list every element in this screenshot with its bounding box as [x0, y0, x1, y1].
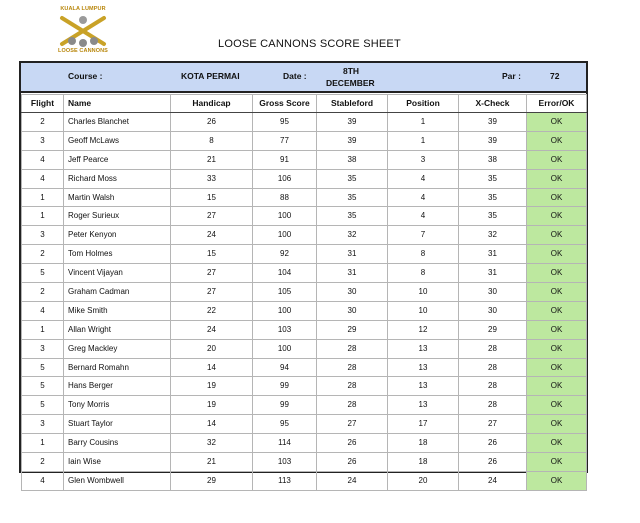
col-header-stableford: Stableford [317, 95, 388, 113]
flight-cell: 5 [22, 396, 64, 415]
course-label: Course : [68, 71, 103, 81]
x-check-cell: 26 [459, 453, 527, 472]
name-cell: Bernard Romahn [64, 358, 171, 377]
status-cell: OK [527, 434, 587, 453]
handicap-cell: 33 [171, 169, 253, 188]
gross-score-cell: 103 [253, 453, 317, 472]
flight-cell: 5 [22, 264, 64, 283]
position-cell: 1 [388, 113, 459, 132]
name-cell: Tony Morris [64, 396, 171, 415]
x-check-cell: 35 [459, 188, 527, 207]
table-row [22, 113, 587, 132]
score-sheet [19, 61, 588, 485]
handicap-cell: 27 [171, 207, 253, 226]
handicap-cell: 24 [171, 320, 253, 339]
status-cell: OK [527, 131, 587, 150]
gross-score-cell: 105 [253, 283, 317, 302]
stableford-cell: 28 [317, 396, 388, 415]
date-label: Date : [283, 71, 307, 81]
handicap-cell: 24 [171, 226, 253, 245]
stableford-cell: 28 [317, 339, 388, 358]
handicap-cell: 22 [171, 301, 253, 320]
x-check-cell: 28 [459, 396, 527, 415]
flight-cell: 4 [22, 169, 64, 188]
stableford-cell: 32 [317, 226, 388, 245]
flight-cell: 1 [22, 320, 64, 339]
logo-bottom-text: LOOSE CANNONS [58, 48, 108, 54]
x-check-cell: 30 [459, 301, 527, 320]
table-row [22, 283, 587, 302]
name-cell: Iain Wise [64, 453, 171, 472]
col-header-handicap: Handicap [171, 95, 253, 113]
x-check-cell: 38 [459, 150, 527, 169]
crossed-cannons-icon [58, 14, 108, 48]
handicap-cell: 20 [171, 339, 253, 358]
x-check-cell: 28 [459, 339, 527, 358]
name-cell: Richard Moss [64, 169, 171, 188]
table-row [22, 264, 587, 283]
position-cell: 10 [388, 301, 459, 320]
handicap-cell: 19 [171, 377, 253, 396]
stableford-cell: 30 [317, 301, 388, 320]
flight-cell: 5 [22, 377, 64, 396]
table-row [22, 207, 587, 226]
handicap-cell: 29 [171, 471, 253, 490]
flight-cell: 1 [22, 207, 64, 226]
gross-score-cell: 94 [253, 358, 317, 377]
x-check-cell: 26 [459, 434, 527, 453]
flight-cell: 4 [22, 301, 64, 320]
flight-cell: 3 [22, 415, 64, 434]
status-cell: OK [527, 320, 587, 339]
x-check-cell: 39 [459, 113, 527, 132]
table-row [22, 226, 587, 245]
handicap-cell: 32 [171, 434, 253, 453]
status-cell: OK [527, 207, 587, 226]
stableford-cell: 26 [317, 453, 388, 472]
table-row [22, 434, 587, 453]
name-cell: Geoff McLaws [64, 131, 171, 150]
score-table [21, 94, 587, 491]
handicap-cell: 8 [171, 131, 253, 150]
position-cell: 10 [388, 283, 459, 302]
table-row [22, 301, 587, 320]
stableford-cell: 35 [317, 207, 388, 226]
stableford-cell: 39 [317, 131, 388, 150]
status-cell: OK [527, 169, 587, 188]
table-row [22, 358, 587, 377]
stableford-cell: 35 [317, 188, 388, 207]
name-cell: Hans Berger [64, 377, 171, 396]
col-header-gross-score: Gross Score [253, 95, 317, 113]
handicap-cell: 27 [171, 283, 253, 302]
stableford-cell: 24 [317, 471, 388, 490]
status-cell: OK [527, 377, 587, 396]
status-cell: OK [527, 283, 587, 302]
name-cell: Tom Holmes [64, 245, 171, 264]
name-cell: Mike Smith [64, 301, 171, 320]
flight-cell: 3 [22, 226, 64, 245]
stableford-cell: 39 [317, 113, 388, 132]
table-row [22, 396, 587, 415]
gross-score-cell: 91 [253, 150, 317, 169]
position-cell: 4 [388, 207, 459, 226]
course-header-band [21, 63, 586, 93]
stableford-cell: 31 [317, 264, 388, 283]
col-header-position: Position [388, 95, 459, 113]
stableford-cell: 31 [317, 245, 388, 264]
name-cell: Graham Cadman [64, 283, 171, 302]
table-row [22, 320, 587, 339]
position-cell: 4 [388, 188, 459, 207]
handicap-cell: 14 [171, 415, 253, 434]
gross-score-cell: 100 [253, 226, 317, 245]
status-cell: OK [527, 339, 587, 358]
col-header-x-check: X-Check [459, 95, 527, 113]
status-cell: OK [527, 188, 587, 207]
gross-score-cell: 114 [253, 434, 317, 453]
stableford-cell: 27 [317, 415, 388, 434]
gross-score-cell: 100 [253, 339, 317, 358]
position-cell: 1 [388, 131, 459, 150]
page-title: LOOSE CANNONS SCORE SHEET [218, 38, 401, 50]
table-row [22, 169, 587, 188]
name-cell: Greg Mackley [64, 339, 171, 358]
position-cell: 8 [388, 245, 459, 264]
handicap-cell: 15 [171, 245, 253, 264]
par-label: Par : [502, 71, 521, 81]
status-cell: OK [527, 226, 587, 245]
status-cell: OK [527, 471, 587, 490]
position-cell: 4 [388, 169, 459, 188]
stableford-cell: 38 [317, 150, 388, 169]
x-check-cell: 31 [459, 245, 527, 264]
gross-score-cell: 95 [253, 415, 317, 434]
gross-score-cell: 95 [253, 113, 317, 132]
par-value: 72 [550, 71, 560, 81]
position-cell: 20 [388, 471, 459, 490]
flight-cell: 3 [22, 131, 64, 150]
flight-cell: 5 [22, 358, 64, 377]
position-cell: 8 [388, 264, 459, 283]
handicap-cell: 27 [171, 264, 253, 283]
x-check-cell: 27 [459, 415, 527, 434]
name-cell: Martin Walsh [64, 188, 171, 207]
name-cell: Charles Blanchet [64, 113, 171, 132]
x-check-cell: 28 [459, 377, 527, 396]
table-row [22, 339, 587, 358]
gross-score-cell: 100 [253, 301, 317, 320]
flight-cell: 1 [22, 188, 64, 207]
x-check-cell: 31 [459, 264, 527, 283]
table-row [22, 150, 587, 169]
flight-cell: 1 [22, 434, 64, 453]
handicap-cell: 15 [171, 188, 253, 207]
status-cell: OK [527, 264, 587, 283]
x-check-cell: 32 [459, 226, 527, 245]
gross-score-cell: 104 [253, 264, 317, 283]
col-header-error-ok: Error/OK [527, 95, 587, 113]
x-check-cell: 39 [459, 131, 527, 150]
position-cell: 13 [388, 358, 459, 377]
name-cell: Vincent Vijayan [64, 264, 171, 283]
table-row [22, 471, 587, 490]
name-cell: Roger Surieux [64, 207, 171, 226]
stableford-cell: 30 [317, 283, 388, 302]
name-cell: Glen Wombwell [64, 471, 171, 490]
course-value: KOTA PERMAI [181, 71, 240, 81]
status-cell: OK [527, 453, 587, 472]
stableford-cell: 35 [317, 169, 388, 188]
status-cell: OK [527, 150, 587, 169]
status-cell: OK [527, 415, 587, 434]
x-check-cell: 30 [459, 283, 527, 302]
status-cell: OK [527, 113, 587, 132]
table-row [22, 188, 587, 207]
date-value-day: 8TH [343, 66, 360, 76]
status-cell: OK [527, 245, 587, 264]
position-cell: 18 [388, 434, 459, 453]
gross-score-cell: 100 [253, 207, 317, 226]
gross-score-cell: 92 [253, 245, 317, 264]
flight-cell: 4 [22, 150, 64, 169]
status-cell: OK [527, 358, 587, 377]
handicap-cell: 14 [171, 358, 253, 377]
status-cell: OK [527, 396, 587, 415]
x-check-cell: 28 [459, 358, 527, 377]
gross-score-cell: 103 [253, 320, 317, 339]
name-cell: Peter Kenyon [64, 226, 171, 245]
name-cell: Jeff Pearce [64, 150, 171, 169]
col-header-flight: Flight [22, 95, 64, 113]
flight-cell: 3 [22, 339, 64, 358]
table-row [22, 377, 587, 396]
flight-cell: 2 [22, 113, 64, 132]
name-cell: Allan Wright [64, 320, 171, 339]
handicap-cell: 26 [171, 113, 253, 132]
table-row [22, 415, 587, 434]
gross-score-cell: 106 [253, 169, 317, 188]
x-check-cell: 29 [459, 320, 527, 339]
handicap-cell: 21 [171, 150, 253, 169]
handicap-cell: 19 [171, 396, 253, 415]
position-cell: 12 [388, 320, 459, 339]
position-cell: 18 [388, 453, 459, 472]
table-header-row [22, 95, 587, 113]
gross-score-cell: 77 [253, 131, 317, 150]
club-logo [52, 6, 114, 56]
name-cell: Stuart Taylor [64, 415, 171, 434]
table-row [22, 245, 587, 264]
gross-score-cell: 99 [253, 396, 317, 415]
stableford-cell: 28 [317, 358, 388, 377]
handicap-cell: 21 [171, 453, 253, 472]
flight-cell: 2 [22, 453, 64, 472]
date-value-month: DECEMBER [326, 78, 375, 88]
position-cell: 17 [388, 415, 459, 434]
gross-score-cell: 99 [253, 377, 317, 396]
gross-score-cell: 88 [253, 188, 317, 207]
stableford-cell: 26 [317, 434, 388, 453]
stableford-cell: 28 [317, 377, 388, 396]
x-check-cell: 35 [459, 207, 527, 226]
flight-cell: 2 [22, 245, 64, 264]
position-cell: 13 [388, 377, 459, 396]
table-row [22, 453, 587, 472]
position-cell: 13 [388, 339, 459, 358]
flight-cell: 2 [22, 283, 64, 302]
position-cell: 7 [388, 226, 459, 245]
flight-cell: 4 [22, 471, 64, 490]
status-cell: OK [527, 301, 587, 320]
x-check-cell: 24 [459, 471, 527, 490]
col-header-name: Name [64, 95, 171, 113]
table-row [22, 131, 587, 150]
logo-top-text: KUALA LUMPUR [60, 6, 106, 12]
position-cell: 3 [388, 150, 459, 169]
stableford-cell: 29 [317, 320, 388, 339]
name-cell: Barry Cousins [64, 434, 171, 453]
x-check-cell: 35 [459, 169, 527, 188]
position-cell: 13 [388, 396, 459, 415]
gross-score-cell: 113 [253, 471, 317, 490]
